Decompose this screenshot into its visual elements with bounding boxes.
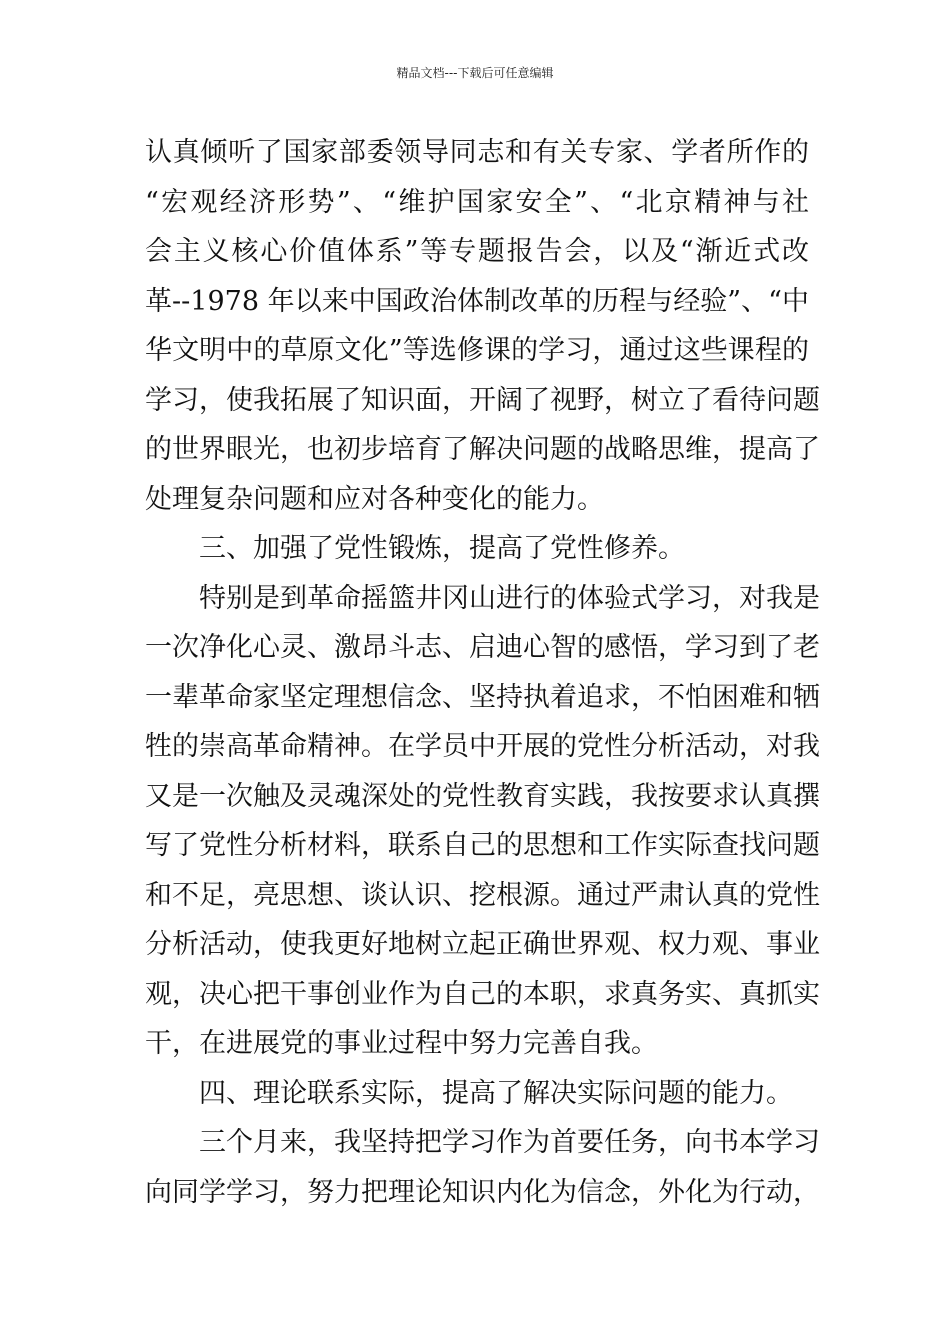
text-line: 认真倾听了国家部委领导同志和有关专家、学者所作的 xyxy=(145,137,809,168)
text-line: 和不足，亮思想、谈认识、挖根源。通过严肃认真的党性 xyxy=(145,879,820,911)
text-line: 写了党性分析材料，联系自己的思想和工作实际查找问题 xyxy=(145,830,820,861)
text-line: 的世界眼光，也初步培育了解决问题的战略思维，提高了 xyxy=(145,434,820,465)
text-line: 会主义核心价值体系”等专题报告会，以及“渐近式改 xyxy=(145,236,809,267)
text-line: 一辈革命家坚定理想信念、坚持执着追求，不怕困难和牺 xyxy=(145,681,820,713)
page-header: 精品文档---下载后可任意编辑 xyxy=(396,66,554,80)
text-line: “宏观经济形势”、“维护国家安全”、“北京精神与社 xyxy=(145,186,809,218)
text-line: 四、理论联系实际，提高了解决实际问题的能力。 xyxy=(199,1077,793,1109)
text-line: 向同学学习，努力把理论知识内化为信念，外化为行动， xyxy=(145,1176,820,1208)
text-line: 三个月来，我坚持把学习作为首要任务，向书本学习 xyxy=(199,1127,820,1158)
text-line: 三、加强了党性锻炼，提高了党性修养。 xyxy=(199,533,685,564)
text-line: 牲的崇高革命精神。在学员中开展的党性分析活动，对我 xyxy=(145,731,820,762)
text-line: 华文明中的草原文化”等选修课的学习，通过这些课程的 xyxy=(145,335,809,366)
text-line: 特别是到革命摇篮井冈山进行的体验式学习，对我是 xyxy=(199,582,820,614)
text-line: 处理复杂问题和应对各种变化的能力。 xyxy=(145,483,604,515)
text-line: 干，在进展党的事业过程中努力完善自我。 xyxy=(145,1028,658,1059)
text-line: 革--1978 年以来中国政治体制改革的历程与经验”、“中 xyxy=(145,285,809,317)
text-line: 一次净化心灵、激昂斗志、启迪心智的感悟，学习到了老 xyxy=(145,632,820,663)
text-line: 又是一次触及灵魂深处的党性教育实践，我按要求认真撰 xyxy=(145,780,820,812)
document-body xyxy=(145,128,820,1217)
text-line: 分析活动，使我更好地树立起正确世界观、权力观、事业 xyxy=(145,929,820,960)
text-line: 观，决心把干事创业作为自己的本职，求真务实、真抓实 xyxy=(145,978,820,1010)
text-line: 学习，使我拓展了知识面，开阔了视野，树立了看待问题 xyxy=(145,384,820,416)
